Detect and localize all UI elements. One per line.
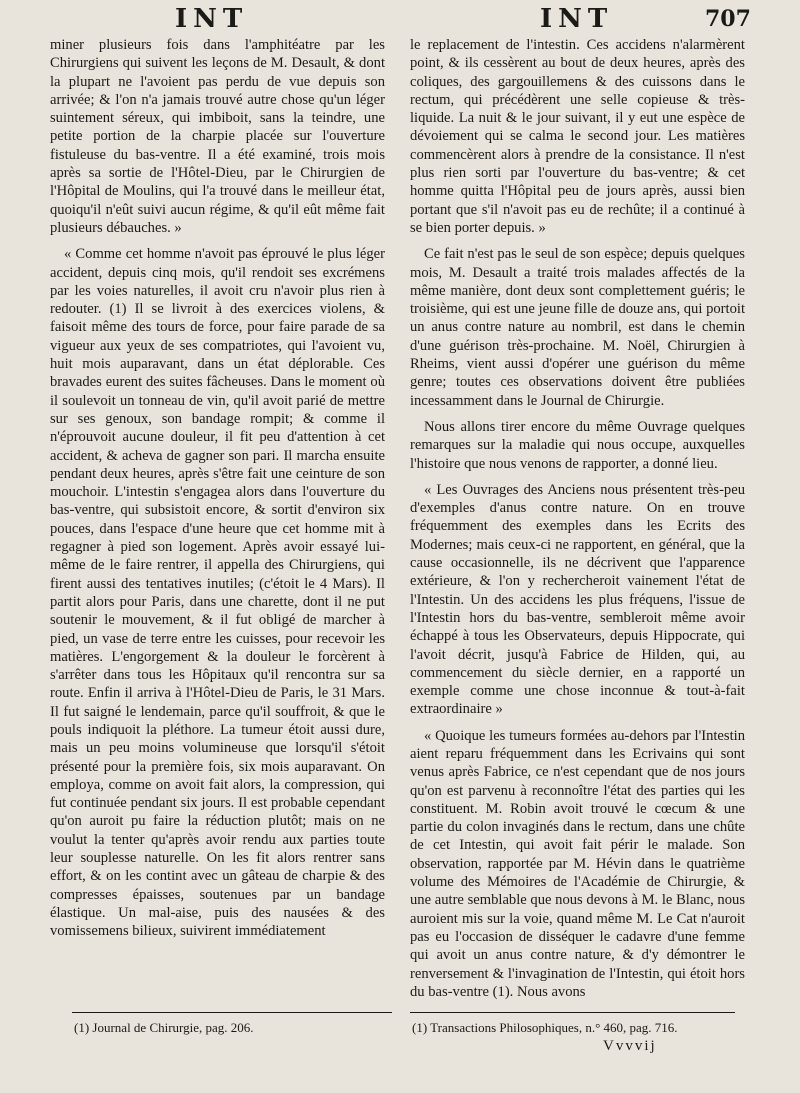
left-paragraph: « Comme cet homme n'avoit pas éprouvé le plus léger accident, depuis cinq mois, qu'il rendoit ses excrémens par les voies naturelles, il avoit cru n'avoir plus rien à redouter. (1) Il se livroit à des exercices violens, & faisoit même des tours de force, pour faire parade de sa vigueur aux yeux de ses compatriotes, qui l'avoient vu, huit mois auparavant, dans un état déplorable. Ces bravades eurent des suites fâcheuses. Dans le moment où il soulevoit un tonneau de vin, qu'il avoit parié de mettre sur ses genoux, son bandage rompit; & comme il n'éprouvoit aucune douleur, il fit peu d'attention à cet accident, & acheva de gagner son pari. Il marcha ensuite pendant deux heures, après s'être fait une ceinture de son mouchoir. L'intestin s'engagea alors dans l'ouverture du bas-ventre, qui subsistoit encore, & sortit d'environ six pouces, dans l'espace d'une heure que cet homme mit à regagner à pied son logement. Après avoir essayé lui-même de le faire rentrer, il appella des Chirurgiens, qui firent aussi des tentatives inutiles; (c'étoit le 4 Mars). Il partit alors pour Paris, dans une charette, dont il ne put soutenir le mouvement, & il fut obligé de marcher à pied, un vase de terre entre les cuisses, pour recevoir les matières. L'engorgement & la douleur le forcèrent à s'arrêter dans tous les Hôpitaux qu'il rencontra sur sa route. Enfin il arriva à l'Hôtel-Dieu de Paris, le 31 Mars. Il fut saigné le lendemain, parce qu'il souffroit, & que le pouls indiquoit la pléthore. La tumeur étoit aussi dure, mais un peu moins volumineuse que lorsqu'il s'étoit présenté pour la première fois, six mois auparavant. On employa, comme on avoit fait alors, la compression, qui fut continuée pendant six jours. Il est probable cependant qu'on auroit pu faire la réduction plutôt; mais on ne voulut la tenter qu'après avoir rendu aux parties toute leur souplesse naturelle. On les fit alors rentrer sans effort, & on les contint avec un gâteau de charpie & des compresses épaisses, soutenues par un bandage élastique. Un mal-aise, puis des nausées & des vomissemens bilieux, suivirent immédiatement <box>50 246 385 940</box>
right-paragraph: Nous allons tirer encore du même Ouvrage quelques remarques sur la maladie qui nous occupe, auxquelles l'histoire que nous venons de rapporter, a donné lieu. <box>410 418 745 472</box>
signature-mark: Vvvvij <box>603 1038 657 1054</box>
right-column <box>410 36 745 1009</box>
footnote-rule-right <box>410 1012 735 1013</box>
left-column <box>50 36 385 949</box>
running-header <box>0 4 800 36</box>
right-paragraph: « Quoique les tumeurs formées au-dehors par l'Intestin aient reparu fréquemment dans les Ecrivains qui sont venus après Fabrice, ce n'est cependant que de nos jours qu'on est parvenu à reconnoître l'état des parties qui les constituent. M. Robin avoit trouvé le cœcum & une partie du colon invaginés dans le rectum, dans une chûte de cet Intestin, qui avoit fait périr le malade. Son observation, rapportée par M. Hévin dans le quatrième volume des Mémoires de l'Académie de Chirurgie, & une autre semblable que nous devons à M. le Blanc, nous auroient mis sur la voie, quand même M. Le Cat n'auroit pas eu l'occasion de disséquer le cadavre d'une femme qui avoit un anus contre nature, & d'y démontrer le renversement & l'invagination de l'Intestin, qui étoit hors du bas-ventre (1). Nous avons <box>410 727 745 1000</box>
footnote-rule-left <box>72 1012 392 1013</box>
right-paragraph: le replacement de l'intestin. Ces accidens n'alarmèrent point, & ils cessèrent au bout de deux heures, après des coliques, des gargouillemens & des cuissons dans le rectum, qui précédèrent une selle copieuse & très-liquide. La nuit & le jour suivant, il y eut une espèce de dévoiement qui se calma le second jour. Les matières commencèrent alors à prendre de la consistance. Il n'est plus rien sorti par l'ouverture du bas-ventre; & cet homme quitta l'Hôpital peu de jours après, aussi bien portant que s'il n'avoit pas eu de rechûte; il a continué à se bien porter depuis. » <box>410 37 745 236</box>
right-paragraph: « Les Ouvrages des Anciens nous présentent très-peu d'exemples d'anus contre nature. On en trouve fréquemment des exemples dans les Ecrits des Modernes; mais ceux-ci ne rapportent, en général, que la cause occasionnelle, ils ne décrivent que l'apparence extérieure, & l'on y rechercheroit vainement l'état de l'Intestin. Un des accidens les plus fréquens, l'issue de l'Intestin hors du bas-ventre, sembleroit même avoir échappé à tous les Observateurs, depuis Hippocrate, qui l'avoit décrit, jusqu'à Fabrice de Hilden, qui, au commencement du siècle dernier, en a rapporté un exemple comme une chose inconnue & tout-à-fait extraordinaire » <box>410 481 745 718</box>
page-number: 707 <box>705 6 751 32</box>
running-head-right: INT <box>540 4 614 34</box>
running-head-left: INT <box>175 4 249 34</box>
left-paragraph: miner plusieurs fois dans l'amphitéatre par les Chirurgiens qui suivent les leçons de M. Desault, & dont la plupart ne l'avoient pas perdu de vue depuis son arrivée; & l'on n'a jamais trouvé autre chose qu'un léger suintement séreux, qui imbiboit, sans la teindre, une petite portion de la charpie placée sur l'ouverture fistuleuse du bas-ventre. Il a été examiné, trois mois après sa sortie de l'Hôtel-Dieu, par le Chirurgien de l'Hôpital de Moulins, qui l'a trouvé dans le meilleur état, quoiqu'il n'eût suivi aucun régime, & qu'il eût même fait plusieurs débauches. » <box>50 37 385 236</box>
right-paragraph: Ce fait n'est pas le seul de son espèce; depuis quelques mois, M. Desault a traité trois malades affectés de la même manière, dont deux sont complettement guéris; le troisième, qui est une jeune fille de douze ans, qui portoit un anus contre nature au nombril, est dans le chemin d'une guérison très-prochaine. M. Noël, Chirurgien à Rheims, vient aussi d'opérer une guérison du même genre; toutes ces observations doivent être publiées incessamment dans le Journal de Chirurgie. <box>410 246 745 409</box>
footnote-left: (1) Journal de Chirurgie, pag. 206. <box>74 1020 254 1035</box>
footnote-right: (1) Transactions Philosophiques, n.° 460, pag. 716. <box>412 1020 678 1035</box>
